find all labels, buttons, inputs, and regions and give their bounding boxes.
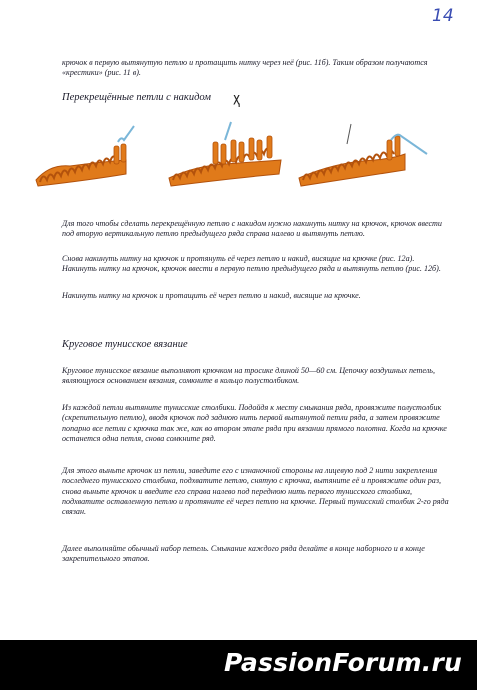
section2-heading: Круговое тунисское вязание <box>62 339 188 350</box>
stitch-illustration-12a <box>30 120 140 190</box>
section2-paragraph: Из каждой петли вытяните тунисские столбики. Подойдя к месту смыкания ряда, провяжите полустолбик (скрепительную петлю), вводя крючок под заднюю нить первой вытянутой петли ряда, а затем провяжите попарно все петли с крючка так же, как во втором этапе ряда при вязании прямого полотна. Когда на крючке останется одна петля, снова сомкните ряд. <box>62 403 447 443</box>
watermark-text: PassionForum.ru <box>224 648 463 677</box>
section2-paragraph: Для этого выньте крючок из петли, заведите его с изнаночной стороны на лицевую под 2 нити закрепления последнего тунисского столбика, подхватите петлю, снятую с крючка, вытяните её и провяжите один раз, снова выньте крючок и введите его справа налево под переднюю нить первого тунисского столбика, подхватите оставленную петлю и протяните её через петлю на крючке. Первый тунисский столбик 2-го ряда связан. <box>62 466 449 517</box>
section1-paragraph: Для того чтобы сделать перекрещённую петлю с накидом нужно накинуть нитку на крючок, крючок ввести под вторую вертикальную петлю предыдущего ряда справа налево и вытянуть петлю. <box>62 219 442 239</box>
section2-paragraph: Далее выполняйте обычный набор петель. Смыкание каждого ряда делайте в конце наборного и в конце закрепительного этапов. <box>62 544 425 564</box>
intro-paragraph: крючок в первую вытянутую петлю и протащить нитку через неё (рис. 11б). Таким образом получаются «крестики» (рис. 11 в). <box>62 58 428 78</box>
page-number: 14 <box>432 6 454 26</box>
section1-paragraph: Снова накинуть нитку на крючок и протянуть её через петлю и накид, висящие на крючке (рис. 12а). Накинуть нитку на крючок, крючок ввести в первую петлю предыдущего ряда и вытянуть петлю (рис. 12б). <box>62 254 441 274</box>
crossed-stitch-symbol: ҳ <box>233 89 241 109</box>
stitch-illustration-12c <box>295 120 435 190</box>
section1-paragraph: Накинуть нитку на крючок и протащить её через петлю и накид, висящие на крючке. <box>62 291 361 300</box>
section2-paragraph: Круговое тунисское вязание выполняют крючком на тросике длиной 50—60 см. Цепочку воздушных петель, являющуюся основанием вязания, сомкните в кольцо полустолбиком. <box>62 366 435 386</box>
stitch-illustration-12b <box>165 120 285 190</box>
section1-heading: Перекрещённые петли с накидом <box>62 92 211 103</box>
